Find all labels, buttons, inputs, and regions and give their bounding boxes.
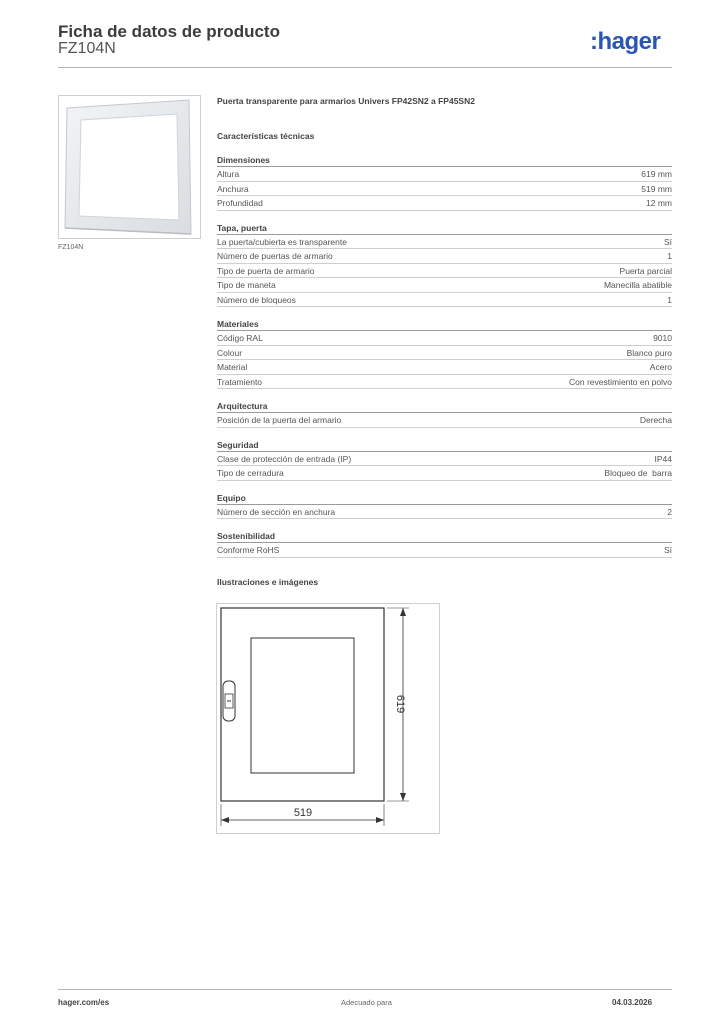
height-dimension-label: 619 [394, 694, 406, 714]
footer-website-link[interactable]: hager.com/es [58, 998, 110, 1007]
spec-row [217, 196, 672, 211]
section-title: Equipo [217, 491, 672, 505]
spec-label: Colour [217, 347, 243, 358]
spec-row [217, 249, 672, 264]
spec-row [217, 375, 672, 390]
spec-row [217, 466, 672, 481]
spec-content [217, 94, 672, 589]
footer-date: 04.03.2026 [612, 998, 653, 1007]
product-title: Puerta transparente para armarios Univers FP42SN2 a FP45SN2 [217, 96, 475, 106]
spec-label: Tratamiento [217, 376, 263, 387]
spec-label: Número de puertas de armario [217, 251, 333, 261]
spec-label: Tipo de maneta [217, 280, 276, 290]
section-sostenibilidad [217, 529, 672, 558]
spec-value: 12 mm [646, 198, 672, 208]
spec-row [217, 413, 672, 428]
spec-row [217, 235, 672, 250]
spec-label: Altura [217, 169, 240, 179]
spec-value: 1 [667, 251, 672, 261]
section-title: Tapa, puerta [217, 221, 672, 235]
product-code: FZ104N [58, 40, 116, 57]
door-thumbnail-image [59, 96, 200, 238]
footer-suitable-for: Adecuado para [341, 998, 392, 1007]
spec-row [217, 360, 672, 375]
spec-value: Derecha [639, 415, 672, 425]
section-arquitectura [217, 399, 672, 428]
spec-value: 2 [667, 506, 672, 517]
spec-row [217, 452, 672, 467]
header-divider [58, 67, 672, 68]
section-tapa-puerta [217, 221, 672, 308]
spec-label: Material [217, 362, 248, 372]
spec-value: 519 mm [641, 183, 672, 194]
section-equipo [217, 491, 672, 520]
spec-label: Número de sección en anchura [217, 506, 336, 517]
handle-icon [223, 681, 235, 721]
section-title: Materiales [217, 317, 672, 331]
spec-value: IP44 [654, 453, 672, 464]
spec-row [217, 505, 672, 520]
spec-label: La puerta/cubierta es transparente [217, 236, 347, 247]
section-dimensiones [217, 153, 672, 211]
spec-label: Conforme RoHS [217, 545, 280, 555]
document-title: Ficha de datos de producto [58, 22, 280, 41]
spec-row [217, 182, 672, 197]
hager-logo: :hager [590, 28, 661, 55]
tech-heading: Características técnicas [217, 131, 315, 141]
section-title: Dimensiones [217, 153, 672, 167]
section-title: Sostenibilidad [217, 529, 672, 543]
spec-value: Manecilla abatible [603, 280, 672, 290]
section-title: Seguridad [217, 438, 672, 452]
door-technical-drawing [217, 604, 439, 833]
spec-value: 1 [667, 294, 672, 305]
section-seguridad [217, 438, 672, 481]
spec-row [217, 278, 672, 293]
spec-row [217, 264, 672, 279]
spec-value: Blanco puro [626, 347, 672, 358]
spec-row [217, 543, 672, 558]
spec-label: Posición de la puerta del armario [217, 415, 342, 425]
spec-value: Con revestimiento en polvo [568, 376, 672, 387]
section-title: Arquitectura [217, 399, 672, 413]
spec-label: Número de bloqueos [217, 294, 296, 305]
spec-label: Tipo de puerta de armario [217, 265, 315, 276]
spec-label: Tipo de cerradura [217, 468, 284, 478]
spec-value: Sí [663, 545, 672, 555]
spec-value: Puerta parcial [619, 265, 672, 276]
spec-label: Código RAL [217, 333, 263, 343]
thumbnail-caption: FZ104N [58, 244, 84, 251]
spec-row [217, 346, 672, 361]
spec-row [217, 331, 672, 346]
product-thumbnail [58, 95, 201, 239]
spec-row [217, 167, 672, 182]
spec-value: Sí [663, 236, 672, 247]
spec-value: 9010 [653, 333, 672, 343]
width-dimension-label: 519 [293, 807, 313, 819]
illustrations-title: Ilustraciones e imágenes [217, 576, 319, 587]
spec-label: Clase de protección de entrada (IP) [217, 453, 352, 464]
spec-value: Bloqueo de barra [604, 468, 672, 478]
spec-value: 619 mm [641, 169, 672, 179]
spec-value: Acero [649, 362, 672, 372]
dimension-drawing [216, 603, 440, 834]
section-materiales [217, 317, 672, 389]
spec-label: Anchura [217, 183, 249, 194]
spec-row [217, 293, 672, 308]
spec-label: Profundidad [217, 198, 263, 208]
footer-divider [58, 989, 672, 990]
